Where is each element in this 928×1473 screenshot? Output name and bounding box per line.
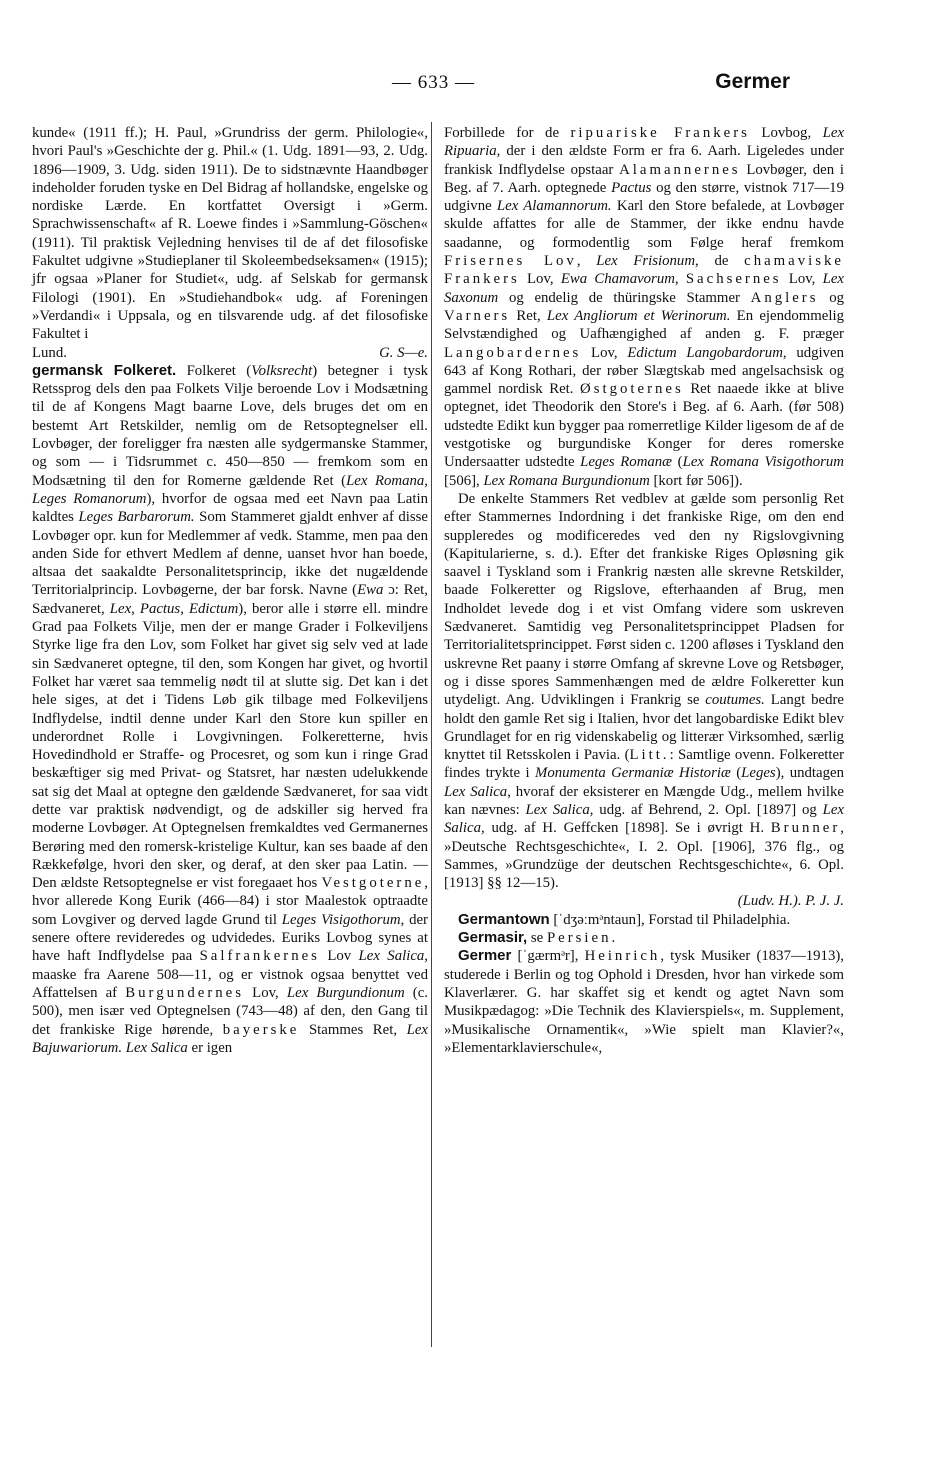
right-column xyxy=(444,124,844,1057)
paragraph-intro: kunde« (1911 ff.); H. Paul, »Grundriss der germ. Philologie«, hvori Paul's »Geschichte der g. Phil.« (1. Udg. 1891—93, 2. Udg. 1896—1909, 3. Udg. siden 1911). De to sidstnævnte Haandbøger indeholder foruden tyske en Del Bidrag af hollandske, engelske og nordiske Lærde. En kortfattet Oversigt i »Germ. Sprachwissenschaft« af R. Loewe findes i »Sammlung-Göschen« (1911). Til praktisk Vejledning henvises til de af det filosofiske Fakultet udgivne »Studieplaner til Skoleembedseksamen« (1915); jfr ogsaa »Planer for Studiet«, udg. af Selskab for germansk Filologi (1901). En »Studiehandbok« udg. af Foreningen »Verdandi« i Uppsala, og en tilsvarende udg. af det filosofiske Fakultet i xyxy=(32,125,428,343)
signature: (Ludv. H.). P. J. J. xyxy=(737,893,844,910)
signature: G. S—e. xyxy=(379,344,428,361)
headword: germansk Folkeret. xyxy=(32,361,177,379)
entry-germansk-folkeret: germansk Folkeret. Folkeret (Volksrecht) betegner i tysk Retssprog dels den paa Folkets Vilje beroende Lov i Modsætning til de af Kongens Magt baarne Love, dels bruges det om en bestemt Art Retskilder, nemlig om de Retsoptegnelser ell. Lovbøger, der foreligger fra næsten alle sydgermanske Stammer, og som — i Tidsrummet c. 450—850 — fremkom som en Modsætning til den for Romerne gældende Ret (Lex Romana, Leges Romanorum), hvorfor de ogsaa med eet Navn paa Latin kaldtes Leges Barbarorum. Som Stammeret gjaldt enhver af disse Lovbøger opr. kun for Medlemmer af vedk. Stamme, men paa den anden Side for ethvert Medlem af denne, uanset hvor han boede, altsaa det saakaldte Personalitetsprincip, ikke det nugældende Territorialprincip. Lovbøgerne, der bar forsk. Navne (Ewa ɔ: Ret, Sædvaneret, Lex, Pactus, Edictum), beror alle i større ell. mindre Grad paa Folkets Vilje, men der er mange Grader i Folkeviljens Styrke lige fra den Lov, som Folket har givet sig selv ved at lade sin Sædvaneret optegne, til den, som Kongen har givet, og hvortil Folket har været saa temmelig nødt til at slutte sig. Det kan i det hele siges, at det i Tidens Løb gik tilbage med Folkeviljens Indflydelse, indtil denne under Karl den Store kun spiller en underordnet Rolle i Lovgivningen. Folkeretterne, hvis Hovedindhold er Straffe- og Procesret, og som kun i ringe Grad beskæftiger sig med Privat- og Statsret, har næsten udelukkende sat sig det Maal at optegne den gældende Sædvaneret, for saa vidt dette var praktisk nødvendigt, og de adskiller sig herved fra moderne Lovbøger. At Optegnelsen fremkaldtes ved Germanernes Berøring med den romersk-kristelige Kultur, kan ses baade af den Rækkefølge, hvori den sker, og deraf, at den sker paa Latin. — Den ældste Retsoptegnelse er vist foregaaet hos Vestgoterne, hvor allerede Kong Eurik (466—84) i stor Maalestok optraadte som Lovgiver og derved lagde Grund til Leges Visigothorum, der senere oftere revideredes og udvidedes. Euriks Lovbog synes at have haft Indflydelse paa Salfrankernes Lov Lex Salica, maaske fra Aarene 508—11, og er vistnok ogsaa benyttet ved Affattelsen af Burgundernes Lov, Lex Burgundionum (c. 500), men især ved Optegnelsen (743—48) af den, den Gang til det frankiske Rige hørende, bayerske Stammes Ret, Lex Bajuwariorum. Lex Salica er igen xyxy=(32,361,429,1056)
headword: Germer xyxy=(458,947,512,965)
page-header xyxy=(0,72,928,98)
running-head: Germer xyxy=(715,70,790,93)
page-number: — 633 — xyxy=(392,72,475,93)
headword: Germantown xyxy=(458,910,550,928)
paragraph-intro-end: Lund. G. S—e. xyxy=(32,344,428,361)
paragraph-lex-ripuaria: Forbillede for de ripuariske Frankers Lovbog, Lex Ripuaria, der i den ældste Form er fra 6. Aarh. Ligeledes under frankisk Indflydelse opstaar Alamannernes Lovbøger, den i Beg. af 7. Aarh. optegnede Pactus og den større, vistnok 717—19 udgivne Lex Alamannorum. Karl den Store befalede, at Lovbøger skulde affattes for alle de Stammer, der ikke endnu havde saadanne, og formodentlig som Følge heraf fremkom Frisernes Lov, Lex Frisionum, de chamaviske Frankers Lov, Ewa Chamavorum, Sachsernes Lov, Lex Saxonum og endelig de thüringske Stammer Anglers og Varners Ret, Lex Angliorum et Werinorum. En ejendommelig Selvstændighed og Uafhængighed af anden g. F. præger Langobardernes Lov, Edictum Langobardorum, udgiven 643 af Kong Rothari, der røber Slægtskab med angelsachsisk og gammel nordisk Ret. Østgoternes Ret naaede ikke at blive optegnet, idet Theodorik den Store's i Beg. af 6. Aarh. (før 508) udstedte Edikt kun bygger paa romerretlige Kilder ligesom de af de vestgotiske og burgundiske Konger for deres romerske Undersaatter udstedte Leges Romanæ (Lex Romana Visigothorum [506], Lex Romana Burgundionum [kort før 506]). xyxy=(444,125,845,489)
headword: Germasir, xyxy=(458,929,528,947)
entry-germantown: Germantown [ˈdʒəːmᵊntaun], Forstad til Philadelphia. xyxy=(458,910,791,928)
entry-germasir: Germasir, se Persien. xyxy=(458,929,616,947)
left-column xyxy=(32,124,428,1057)
column-divider xyxy=(431,122,432,1347)
paragraph-stammers-ret: De enkelte Stammers Ret vedblev at gælde som personlig Ret efter Stammernes Indordning i det frankiske Rige, om den end suppleredes og modificeredes ved den ny Rigslovgivning (Kapitularierne, s. d.). Efter det frankiske Riges Opløsning gik saavel i Tyskland som i Frankrig næsten alle skrevne Retskilder, baade Folkeretter og Rigslove, efterhaanden af Brug, men Indholdet levede dog i et vist Omfang videre som uskreven Sædvaneret. Samtidig veg Personalitetsprincippet Pladsen for Territorialitetsprincippet. Først siden c. 1200 afløses i Tyskland den uskrevne Ret paany i større Omfang af skrevne Love og Retsbøger, og i disse spores Sammenhængen med de ældre Folkeretter kun utydeligt. Ang. Udviklingen i Frankrig se coutumes. Langt bedre holdt den gamle Ret sig i Italien, hvor det langobardiske Edikt blev Grundlaget for en rig videnskabelig og litterær Virksomhed, særlig knyttet til Retsskolen i Pavia. (Litt.: Samtlige ovenn. Folkeretter findes trykte i Monumenta Germaniæ Historiæ (Leges), undtagen Lex Salica, hvoraf der eksisterer en Mængde Udg., mellem hvilke kan nævnes: Lex Salica, udg. af Behrend, 2. Opl. [1897] og Lex Salica, udg. af H. Geffcken [1898]. Se i øvrigt H. Brunner, »Deutsche Rechtsgeschichte«, I. 2. Opl. [1906], 376 flg., og Sammes, »Grundzüge der deutschen Rechtsgeschichte«, 6. Opl. [1913] §§ 12—15). xyxy=(444,490,845,892)
entry-germer: Germer [ˈgærmᵊr], Heinrich, tysk Musiker (1837—1913), studerede i Berlin og tog Ophold i Dresden, hvor han virkede som Klaverlærer. G. har skaffet sig et kendt og agtet Navn som Musikpædagog: »Die Technik des Klavierspiels«, m. Supplement, »Musikalische Ornamentik«, »Wie spielt man Klavier?«, »Elementarklavierschule«, xyxy=(444,947,844,1056)
